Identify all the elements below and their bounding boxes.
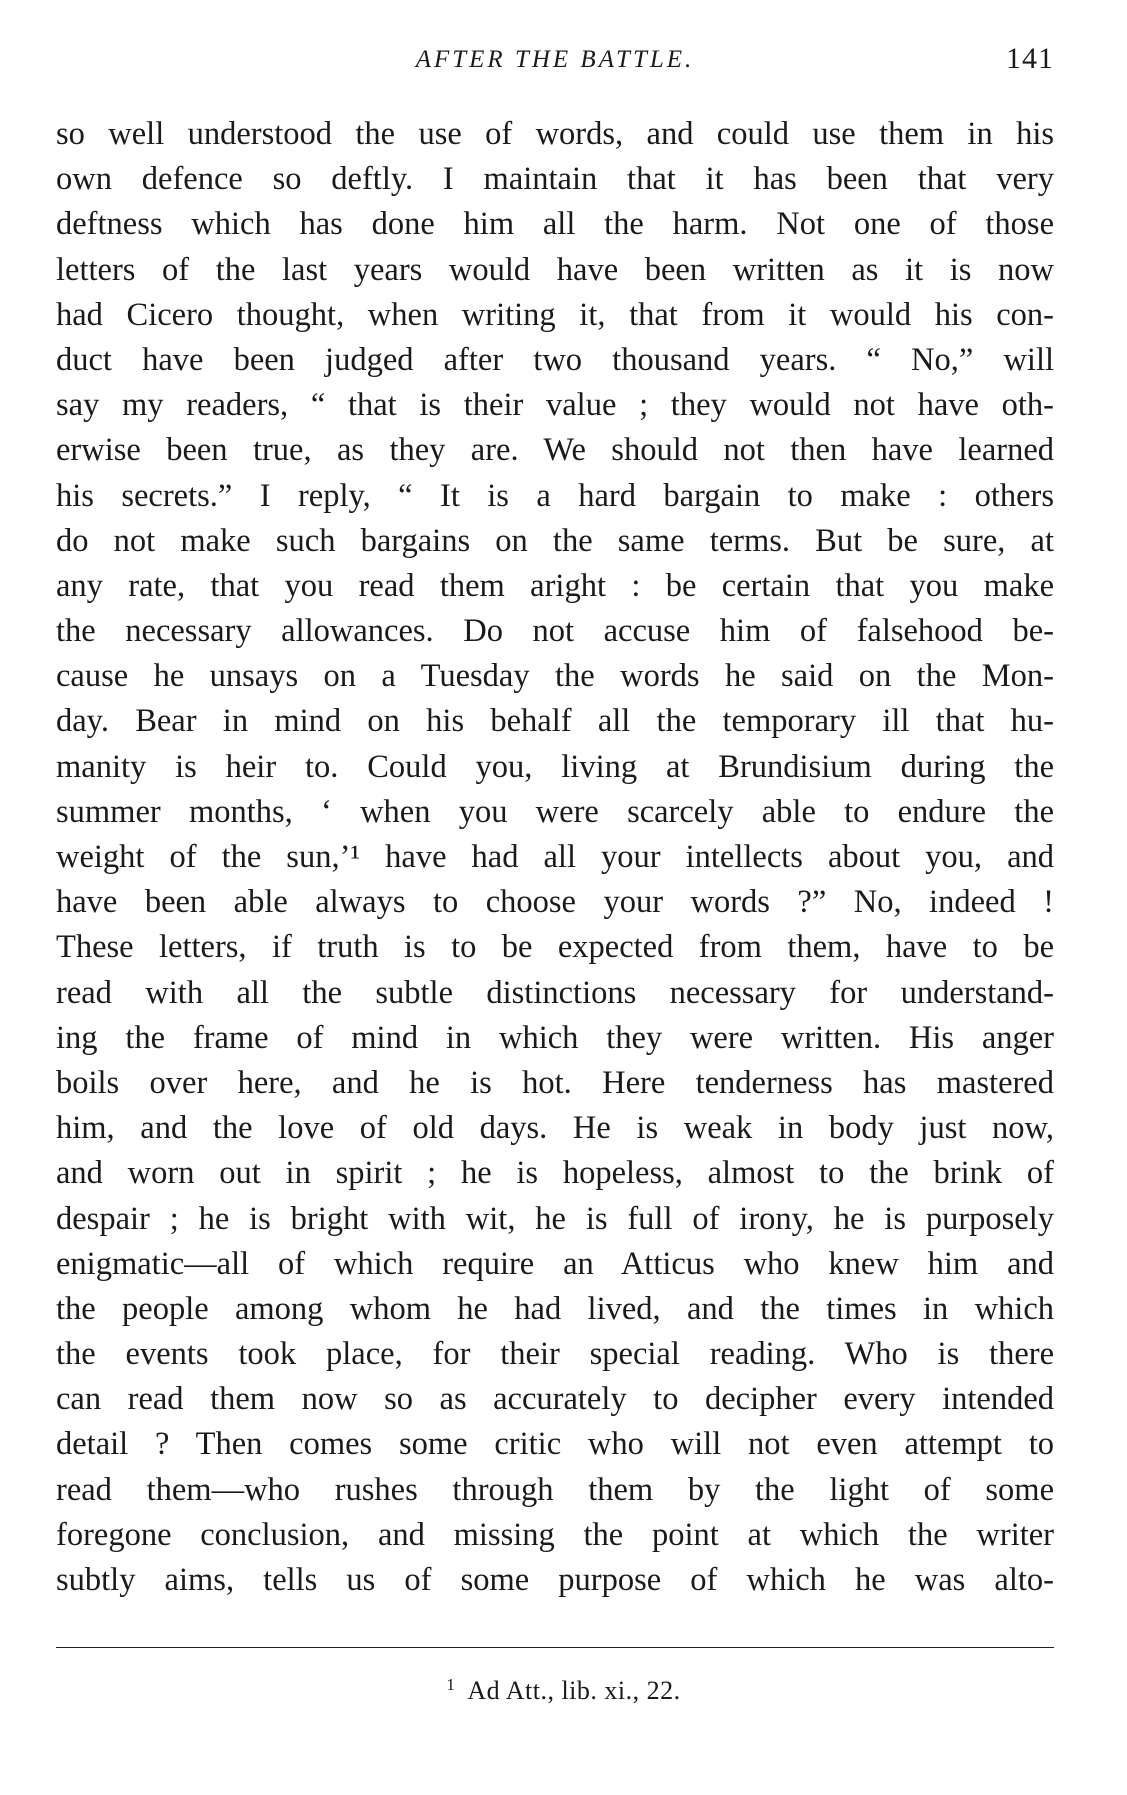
text-line: day. Bear in mind on his behalf all the temporary ill that hu- bbox=[56, 703, 1054, 740]
text-line: him, and the love of old days. He is weak in body just now, bbox=[56, 1110, 1054, 1147]
text-line: letters of the last years would have been written as it is now bbox=[56, 251, 1054, 288]
text-line: boils over here, and he is hot. Here tenderness has mastered bbox=[56, 1064, 1054, 1101]
text-line: the people among whom he had lived, and the times in which bbox=[56, 1290, 1054, 1327]
text-line: summer months, ‘ when you were scarcely able to endure the bbox=[56, 793, 1054, 830]
text-line: despair ; he is bright with wit, he is full of irony, he is purposely bbox=[56, 1200, 1054, 1237]
text-line: do not make such bargains on the same terms. But be sure, at bbox=[56, 522, 1054, 559]
footnote-rule bbox=[56, 1647, 1054, 1648]
text-line: the events took place, for their special reading. Who is there bbox=[56, 1336, 1054, 1373]
text-line: say my readers, “ that is their value ; they would not have oth- bbox=[56, 387, 1054, 424]
text-line: deftness which has done him all the harm. Not one of those bbox=[56, 206, 1054, 243]
text-line: These letters, if truth is to be expected from them, have to be bbox=[56, 929, 1054, 966]
text-line: the necessary allowances. Do not accuse him of falsehood be- bbox=[56, 613, 1054, 650]
running-head: AFTER THE BATTLE. bbox=[415, 46, 695, 73]
text-line: any rate, that you read them aright : be certain that you make bbox=[56, 567, 1054, 604]
text-line: own defence so deftly. I maintain that it has been that very bbox=[56, 161, 1054, 198]
text-line: can read them now so as accurately to decipher every intended bbox=[56, 1381, 1054, 1418]
text-line: had Cicero thought, when writing it, that from it would his con- bbox=[56, 296, 1054, 333]
text-line: erwise been true, as they are. We should not then have learned bbox=[56, 432, 1054, 469]
text-line: weight of the sun,’¹ have had all your intellects about you, and bbox=[56, 839, 1054, 875]
page-header bbox=[56, 42, 1054, 86]
page-number: 141 bbox=[1006, 42, 1054, 75]
text-line: foregone conclusion, and missing the point at which the writer bbox=[56, 1516, 1054, 1553]
body-text bbox=[56, 112, 1054, 1603]
footnote-text: Ad Att., lib. xi., 22. bbox=[467, 1676, 681, 1705]
text-line: ing the frame of mind in which they were written. His anger bbox=[56, 1019, 1054, 1056]
footnote-marker: 1 bbox=[446, 1675, 456, 1694]
text-line: duct have been judged after two thousand years. “ No,” will bbox=[56, 341, 1054, 378]
text-line: cause he unsays on a Tuesday the words he said on the Mon- bbox=[56, 658, 1054, 695]
text-line: and worn out in spirit ; he is hopeless, almost to the brink of bbox=[56, 1155, 1054, 1192]
text-line: subtly aims, tells us of some purpose of which he was alto- bbox=[56, 1562, 1054, 1598]
text-line: enigmatic—all of which require an Atticus who knew him and bbox=[56, 1245, 1054, 1282]
text-line: his secrets.” I reply, “ It is a hard bargain to make : others bbox=[56, 477, 1054, 514]
text-line: read them—who rushes through them by the light of some bbox=[56, 1471, 1054, 1508]
text-line: manity is heir to. Could you, living at Brundisium during the bbox=[56, 748, 1054, 785]
text-line: read with all the subtle distinctions necessary for understand- bbox=[56, 974, 1054, 1011]
text-line: detail ? Then comes some critic who will not even attempt to bbox=[56, 1426, 1054, 1463]
footnote bbox=[0, 1675, 1127, 1706]
text-line: have been able always to choose your words ?” No, indeed ! bbox=[56, 884, 1054, 921]
text-line: so well understood the use of words, and could use them in his bbox=[56, 116, 1054, 152]
